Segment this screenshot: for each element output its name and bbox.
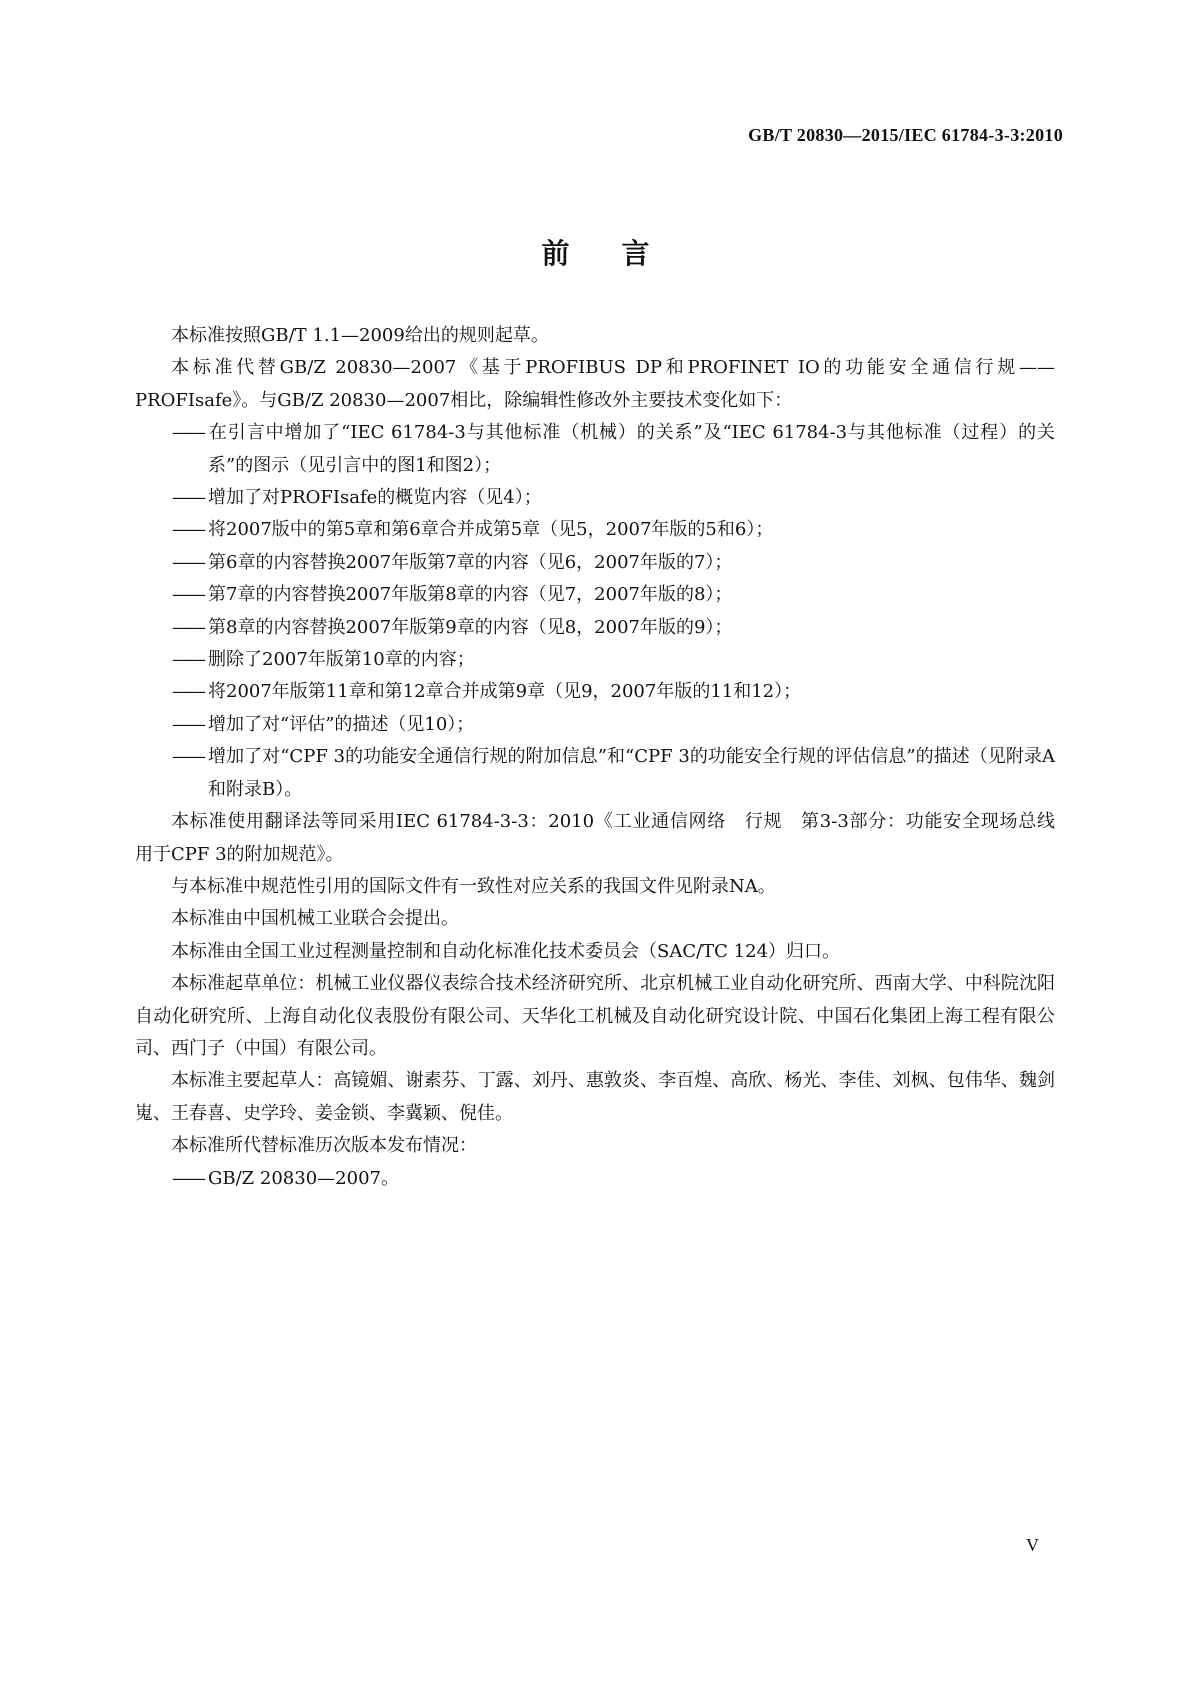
- list-item: [135, 514, 1055, 546]
- dash-mark: ——: [172, 1167, 204, 1189]
- dash-mark: ——: [172, 713, 204, 735]
- history-list: [135, 1163, 1055, 1195]
- dash-mark: ——: [172, 551, 204, 573]
- list-item: [135, 547, 1055, 579]
- list-item: [135, 676, 1055, 708]
- list-item-text: 增加了对“CPF 3的功能安全通信行规的附加信息”和“CPF 3的功能安全行规的评估信息”的描述（见附录A和附录B）。: [208, 746, 1055, 800]
- dash-mark: ——: [172, 584, 204, 606]
- dash-mark: ——: [172, 649, 204, 671]
- list-item-text: 增加了对PROFIsafe的概览内容（见4）；: [208, 487, 542, 509]
- paragraph-replacement: 本标准代替GB/Z 20830—2007《基于PROFIBUS DP和PROFINET IO的功能安全通信行规——PROFIsafe》。与GB/Z 20830—2007相比，除编辑性修改外主要技术变化如下：: [135, 357, 1055, 411]
- dash-mark: ——: [172, 681, 204, 703]
- dash-mark: ——: [172, 487, 204, 509]
- list-item-text: GB/Z 20830—2007。: [208, 1167, 399, 1189]
- list-item-text: 增加了对“评估”的描述（见10）；: [208, 713, 475, 735]
- paragraph-drafting-rules: 本标准按照GB/T 1.1—2009给出的规则起草。: [171, 325, 549, 346]
- list-item: [135, 417, 1055, 482]
- foreword-body: [135, 320, 1073, 1195]
- dash-mark: ——: [172, 746, 204, 768]
- paragraph-annex-na: 与本标准中规范性引用的国际文件有一致性对应关系的我国文件见附录NA。: [171, 875, 776, 897]
- list-item-text: 第8章的内容替换2007年版第9章的内容（见8，2007年版的9）；: [208, 616, 733, 638]
- list-item: [135, 612, 1055, 644]
- paragraph-proposer: 本标准由中国机械工业联合会提出。: [171, 908, 459, 930]
- list-item-text: 删除了2007年版第10章的内容；: [208, 649, 475, 671]
- list-item-text: 第7章的内容替换2007年版第8章的内容（见7，2007年版的8）；: [208, 584, 733, 606]
- list-item: [135, 709, 1055, 741]
- paragraph-history-intro: 本标准所代替标准历次版本发布情况：: [171, 1135, 477, 1157]
- standard-code-header: GB/T 20830—2015/IEC 61784-3-3:2010: [748, 125, 1063, 145]
- paragraph-drafters: 本标准主要起草人：高镜媚、谢素芬、丁露、刘丹、惠敦炎、李百煌、高欣、杨光、李佳、刘枫、包伟华、魏剑嵬、王春喜、史学玲、姜金锁、李冀颖、倪佳。: [135, 1070, 1055, 1124]
- list-item-text: 将2007年版第11章和第12章合并成第9章（见9，2007年版的11和12）；: [208, 681, 802, 703]
- list-item-text: 第6章的内容替换2007年版第7章的内容（见6，2007年版的7）；: [208, 551, 733, 573]
- paragraph-drafting-units: 本标准起草单位：机械工业仪器仪表综合技术经济研究所、北京机械工业自动化研究所、西南大学、中科院沈阳自动化研究所、上海自动化仪表股份有限公司、天华化工机械及自动化研究设计院、中国石化集团上海工程有限公司、西门子（中国）有限公司。: [135, 973, 1055, 1059]
- paragraph-adoption: 本标准使用翻译法等同采用IEC 61784-3-3：2010《工业通信网络 行规 第3-3部分：功能安全现场总线 用于CPF 3的附加规范》。: [135, 811, 1073, 865]
- list-item: [135, 741, 1055, 806]
- page-title: 前言: [541, 237, 702, 270]
- dash-mark: ——: [172, 616, 204, 638]
- list-item: [135, 1163, 1055, 1195]
- page-number: V: [1026, 1535, 1039, 1555]
- list-item: [135, 644, 1055, 676]
- list-item: [135, 482, 1055, 514]
- list-item: [135, 579, 1055, 611]
- dash-mark: ——: [172, 519, 204, 541]
- changes-list: [135, 417, 1055, 806]
- list-item-text: 将2007版中的第5章和第6章合并成第5章（见5，2007年版的5和6）；: [208, 519, 774, 541]
- dash-mark: ——: [172, 422, 204, 444]
- list-item-text: 在引言中增加了“IEC 61784-3与其他标准（机械）的关系”及“IEC 61784-3与其他标准（过程）的关系”的图示（见引言中的图1和图2）；: [208, 422, 1055, 476]
- paragraph-committee: 本标准由全国工业过程测量控制和自动化标准化技术委员会（SAC/TC 124）归口。: [171, 940, 841, 962]
